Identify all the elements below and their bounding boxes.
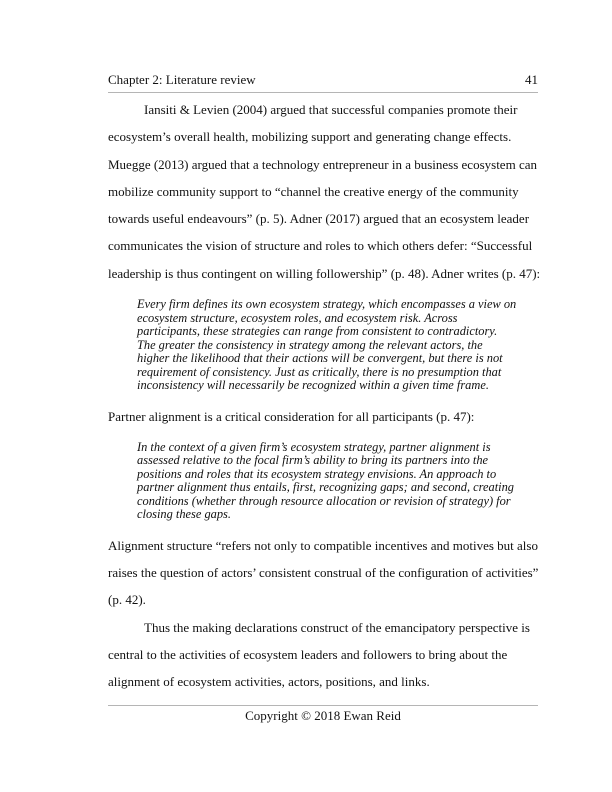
chapter-title: Chapter 2: Literature review bbox=[108, 72, 256, 87]
page-number: 41 bbox=[525, 72, 538, 87]
running-header bbox=[108, 72, 538, 88]
block-quote-partner-alignment: In the context of a given firm’s ecosystem strategy, partner alignment is assessed relative to the focal firm’s ability to bring its partners into the positions and roles that its ecosystem strategy envisions. An approach to partner alignment thus entails, first, recognizing gaps; and second, creating conditions (whether through resource allocation or revision of strategy) for closing these gaps. bbox=[137, 439, 514, 522]
block-quote-ecosystem-strategy: Every firm defines its own ecosystem strategy, which encompasses a view on ecosystem structure, ecosystem roles, and ecosystem risk. Across participants, these strategies can range from consistent to contradictory. The greater the consistency in strategy among the relevant actors, the higher the likelihood that their actions will be convergent, but there is not requirement of consistency. Just as critically, there is no presumption that inconsistency will necessarily be recognized within a given time frame. bbox=[137, 297, 517, 393]
copyright-footer: Copyright © 2018 Ewan Reid bbox=[245, 708, 401, 723]
body-text bbox=[108, 96, 542, 696]
paragraph-alignment-structure: Alignment structure “refers not only to compatible incentives and motives but also raises the question of actors’ consistent construal of the configuration of activities” (p. 42). bbox=[108, 537, 539, 608]
paragraph-conclusion: Thus the making declarations construct of the emancipatory perspective is central to the activities of ecosystem leaders and followers to bring about the alignment of ecosystem activities, actors, positions, and links. bbox=[108, 619, 530, 690]
paragraph-ecosystem-leadership: Iansiti & Levien (2004) argued that successful companies promote their ecosystem’s overall health, mobilizing support and generating change effects. Muegge (2013) argued that a technology entrepreneur in a business ecosystem can mobilize community support to “channel the creative energy of the community towards useful endeavours” (p. 5). Adner (2017) argued that an ecosystem leader communicates the vision of structure and roles to which others defer: “Successful leadership is thus contingent on willing followership” (p. 48). Adner writes (p. 47): bbox=[108, 102, 541, 281]
paragraph-partner-alignment: Partner alignment is a critical consideration for all participants (p. 47): bbox=[108, 408, 475, 424]
header-divider bbox=[108, 92, 538, 93]
footer-divider bbox=[108, 705, 538, 706]
